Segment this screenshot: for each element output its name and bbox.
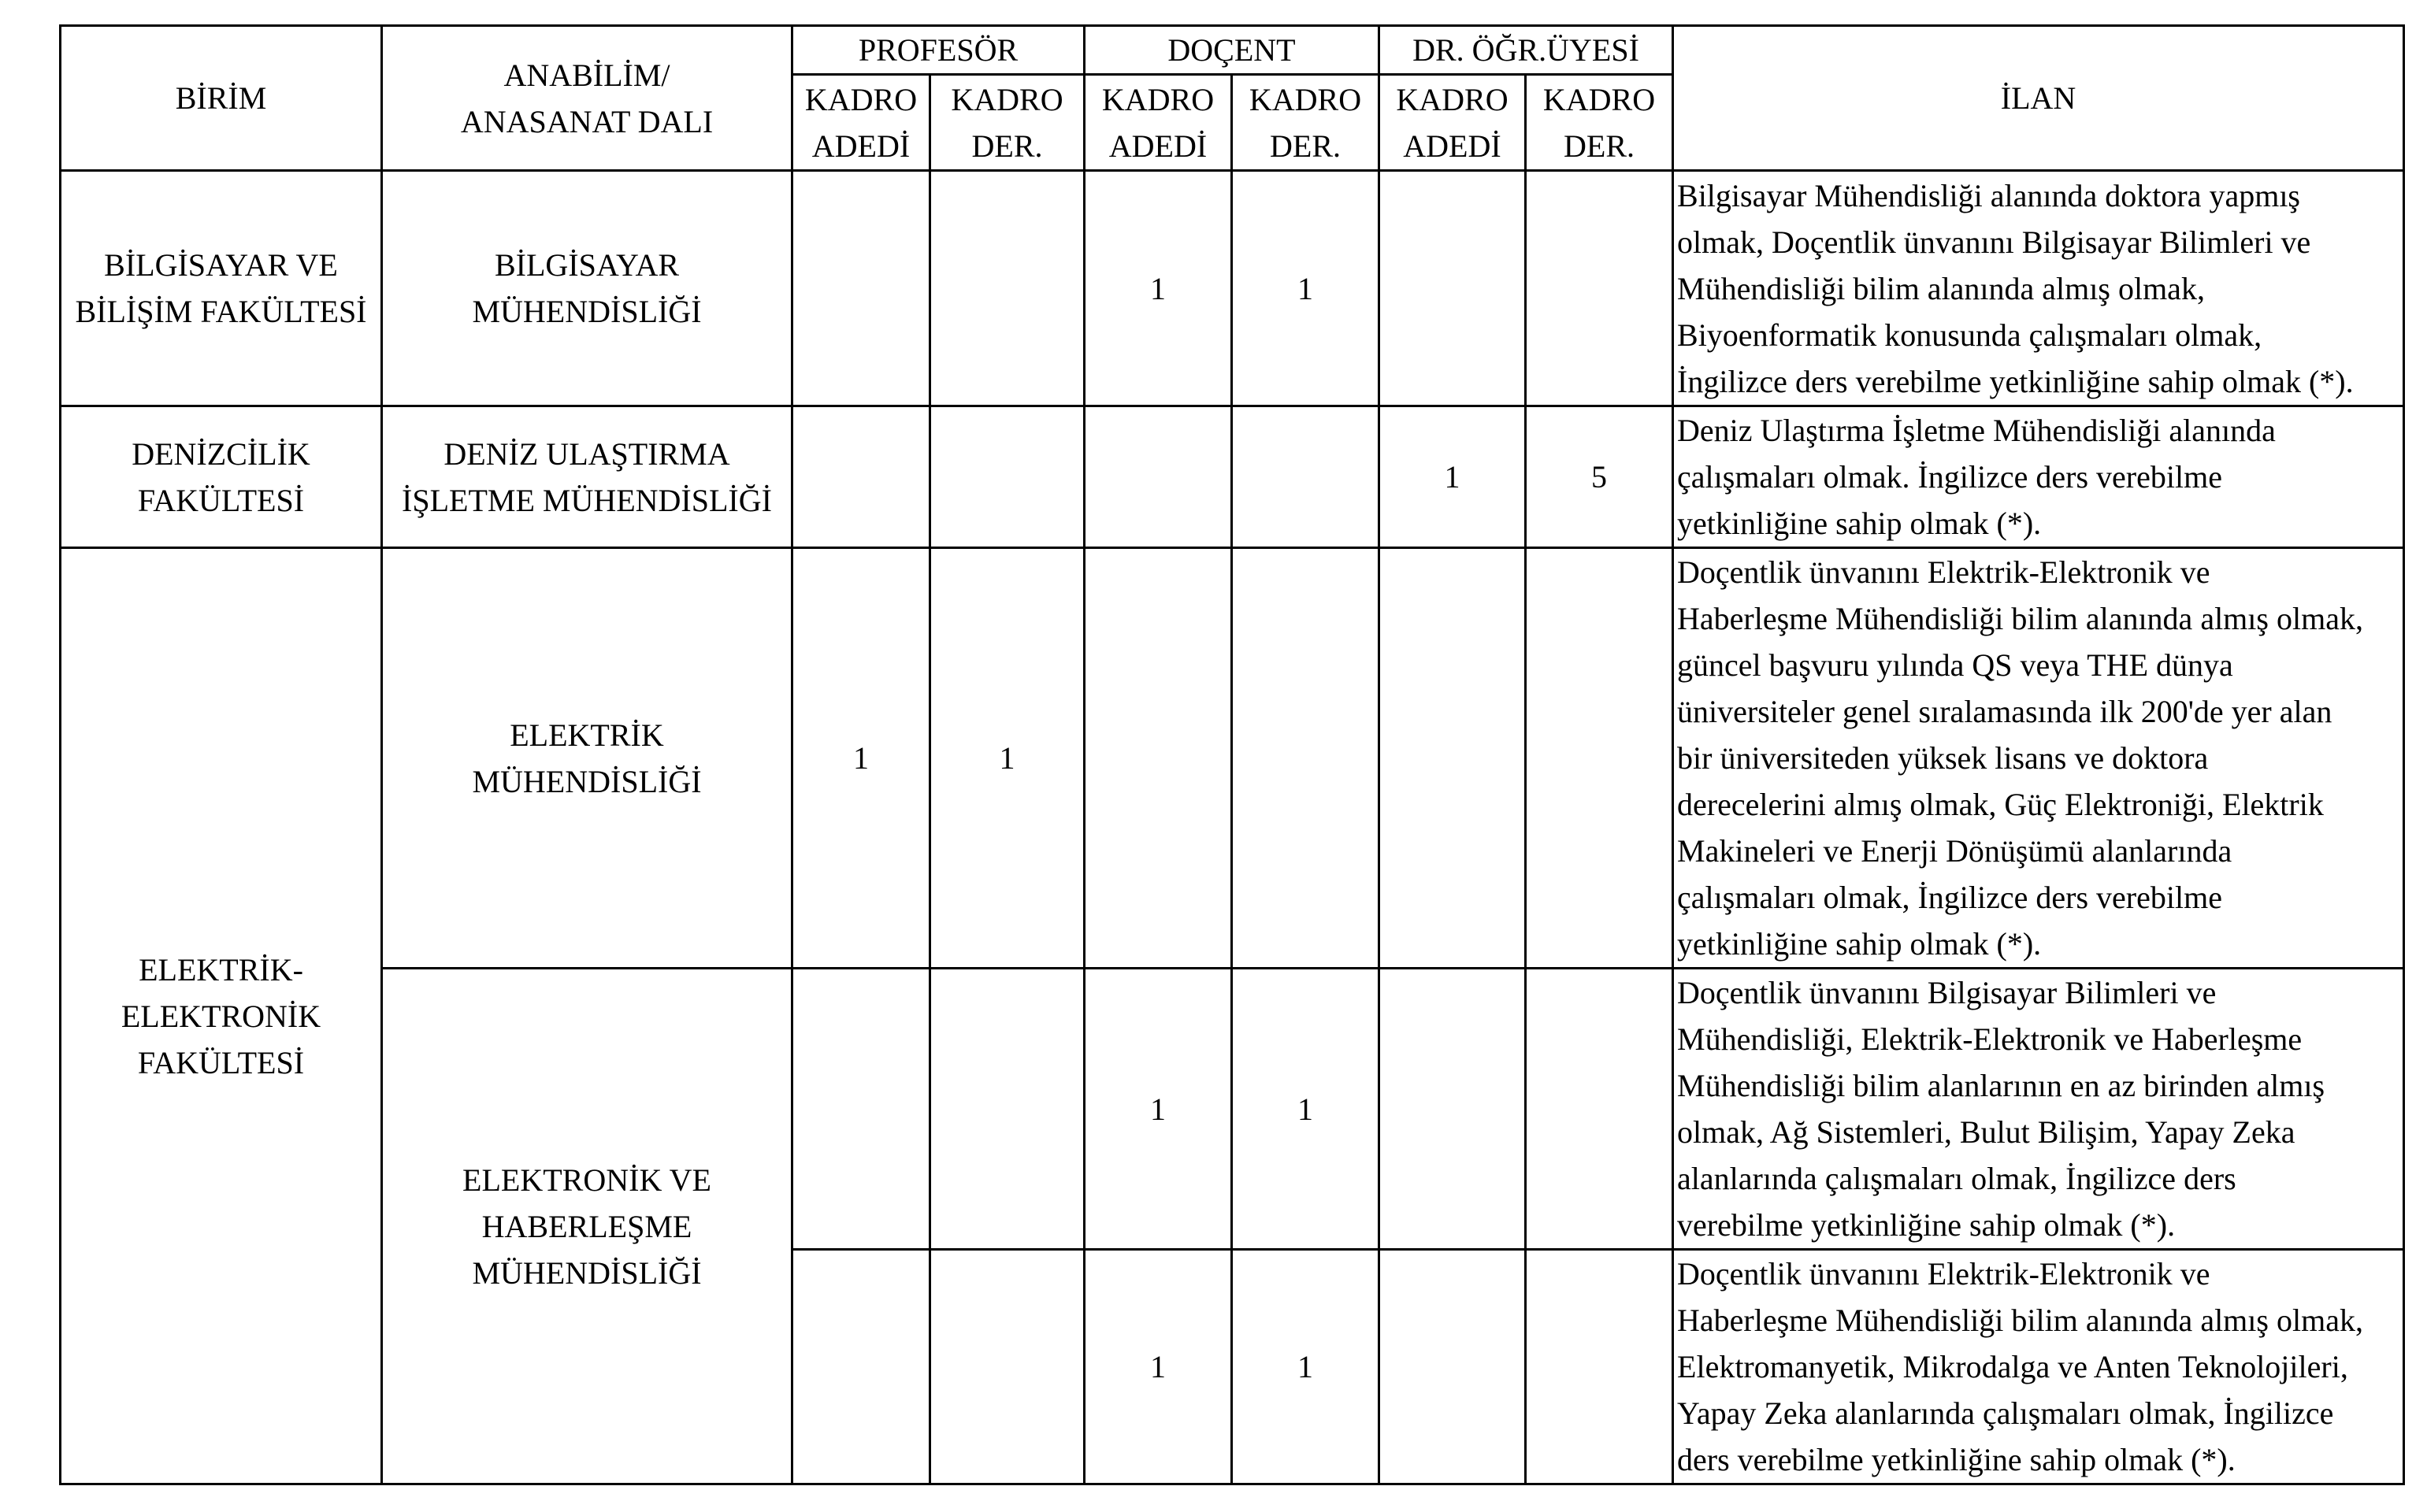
anabilim-dali-cell-line: ELEKTRONİK VE — [462, 1162, 711, 1198]
header-sub-line: KADRO — [1101, 81, 1215, 117]
birim-cell-line: FAKÜLTESİ — [137, 1044, 305, 1080]
header-anabilim-line: ANASANAT DALI — [460, 103, 714, 139]
kadro-value-cell — [792, 406, 930, 548]
ilan-cell-line: Biyoenformatik konusunda çalışmaları olmak, — [1677, 317, 2262, 353]
ilan-cell-line: Haberleşme Mühendisliği bilim alanında almış olmak, — [1677, 601, 2363, 636]
kadro-value-cell: 1 — [1085, 1250, 1232, 1484]
ilan-cell-line: ders verebilme yetkinliğine sahip olmak (*). — [1677, 1442, 2236, 1477]
table-row — [61, 969, 2404, 1250]
header-sub-line: KADRO — [951, 81, 1063, 117]
kadro-value-cell — [930, 1250, 1085, 1484]
ilan-cell-line: Yapay Zeka alanlarında çalışmaları olmak, İngilizce — [1677, 1395, 2334, 1431]
ilan-cell-line: Mühendisliği, Elektrik-Elektronik ve Haberleşme — [1677, 1021, 2303, 1057]
header-sub-line: KADRO — [1542, 81, 1656, 117]
header-kadro-der — [930, 75, 1085, 171]
ilan-cell-line: verebilme yetkinliğine sahip olmak (*). — [1677, 1207, 2176, 1243]
kadro-value-cell: 1 — [930, 548, 1085, 969]
birim-cell — [61, 171, 382, 406]
anabilim-dali-cell — [382, 548, 792, 969]
table-row — [61, 406, 2404, 548]
kadro-value-cell — [1526, 969, 1673, 1250]
ilan-cell-line: Doçentlik ünvanını Bilgisayar Bilimleri ve — [1677, 975, 2217, 1010]
ilan-cell-line: Doçentlik ünvanını Elektrik-Elektronik ve — [1677, 1256, 2210, 1292]
ilan-cell-line: çalışmaları olmak, İngilizce ders verebilme — [1677, 880, 2222, 915]
anabilim-dali-cell-line: BİLGİSAYAR — [494, 247, 680, 283]
kadro-value-cell — [1232, 548, 1379, 969]
anabilim-dali-cell — [382, 406, 792, 548]
header-sub-line: DER. — [1564, 128, 1635, 164]
ilan-cell-line: Makineleri ve Enerji Dönüşümü alanlarında — [1677, 833, 2232, 869]
kadro-value-cell — [930, 171, 1085, 406]
anabilim-dali-cell-line: HABERLEŞME — [481, 1208, 692, 1244]
anabilim-dali-cell — [382, 171, 792, 406]
header-sub-line: KADRO — [1249, 81, 1362, 117]
kadro-value-cell: 1 — [1232, 1250, 1379, 1484]
header-kadro-adedi — [1379, 75, 1526, 171]
ilan-cell-line: üniversiteler genel sıralamasında ilk 200'de yer alan — [1677, 694, 2332, 729]
anabilim-dali-cell — [382, 969, 792, 1484]
kadro-value-cell: 5 — [1526, 406, 1673, 548]
kadro-value-cell — [1085, 406, 1232, 548]
kadro-value-cell — [930, 969, 1085, 1250]
header-sub-line: KADRO — [804, 81, 918, 117]
kadro-value-cell — [792, 171, 930, 406]
header-anabilim — [382, 26, 792, 171]
ilan-cell-line: derecelerini almış olmak, Güç Elektroniği, Elektrik — [1677, 787, 2324, 822]
ilan-cell-line: olmak, Doçentlik ünvanını Bilgisayar Bilimleri ve — [1677, 224, 2311, 260]
ilan-cell-line: yetkinliğine sahip olmak (*). — [1677, 506, 2042, 541]
anabilim-dali-cell-line: İŞLETME MÜHENDİSLİĞİ — [402, 482, 772, 518]
ilan-cell-line: Deniz Ulaştırma İşletme Mühendisliği alanında — [1677, 413, 2276, 448]
header-dr-ogr-uyesi: DR. ÖĞR.ÜYESİ — [1379, 26, 1673, 75]
kadro-value-cell — [792, 1250, 930, 1484]
ilan-cell-line: çalışmaları olmak. İngilizce ders verebilme — [1677, 459, 2222, 495]
header-row-groups — [61, 26, 2404, 75]
ilan-cell-line: Doçentlik ünvanını Elektrik-Elektronik ve — [1677, 554, 2210, 590]
ilan-cell-line: Elektromanyetik, Mikrodalga ve Anten Teknolojileri, — [1677, 1349, 2348, 1384]
header-kadro-der — [1526, 75, 1673, 171]
ilan-cell-line: Mühendisliği bilim alanında almış olmak, — [1677, 270, 2205, 306]
anabilim-dali-cell-line: MÜHENDİSLİĞİ — [472, 1254, 702, 1291]
ilan-cell-line: İngilizce ders verebilme yetkinliğine sahip olmak (*). — [1677, 363, 2354, 399]
kadro-value-cell — [1379, 1250, 1526, 1484]
kadro-value-cell — [792, 969, 930, 1250]
kadro-value-cell: 1 — [1379, 406, 1526, 548]
kadro-value-cell: 1 — [1085, 969, 1232, 1250]
kadro-value-cell — [930, 406, 1085, 548]
birim-cell-line: ELEKTRONİK — [121, 998, 321, 1034]
header-sub-line: ADEDİ — [1108, 128, 1208, 164]
header-sub-line: DER. — [1270, 128, 1341, 164]
table-row — [61, 171, 2404, 406]
anabilim-dali-cell-line: ELEKTRİK — [510, 717, 664, 753]
kadro-value-cell — [1379, 548, 1526, 969]
ilan-cell — [1673, 171, 2404, 406]
header-kadro-adedi — [792, 75, 930, 171]
kadro-value-cell: 1 — [1085, 171, 1232, 406]
ilan-cell — [1673, 548, 2404, 969]
kadro-value-cell — [1379, 171, 1526, 406]
kadro-value-cell: 1 — [792, 548, 930, 969]
ilan-cell-line: güncel başvuru yılında QS veya THE dünya — [1677, 647, 2233, 683]
ilan-cell-line: bir üniversiteden yüksek lisans ve doktora — [1677, 740, 2209, 776]
header-profesor: PROFESÖR — [792, 26, 1085, 75]
ilan-cell-line: Mühendisliği bilim alanlarının en az birinden almış — [1677, 1068, 2325, 1103]
ilan-cell-line: yetkinliğine sahip olmak (*). — [1677, 926, 2042, 962]
birim-cell — [61, 548, 382, 1484]
birim-cell-line: ELEKTRİK- — [139, 951, 303, 988]
kadro-value-cell — [1526, 548, 1673, 969]
header-sub-line: DER. — [971, 128, 1043, 164]
kadro-value-cell — [1085, 548, 1232, 969]
ilan-cell-line: Bilgisayar Mühendisliği alanında doktora yapmış — [1677, 177, 2300, 213]
kadro-value-cell — [1526, 1250, 1673, 1484]
birim-cell-line: FAKÜLTESİ — [137, 482, 305, 518]
header-sub-line: ADEDİ — [1403, 128, 1501, 164]
birim-cell-line: DENİZCİLİK — [132, 435, 310, 472]
anabilim-dali-cell-line: MÜHENDİSLİĞİ — [472, 294, 702, 329]
birim-cell-line: BİLGİSAYAR VE — [104, 247, 338, 283]
kadro-value-cell — [1232, 406, 1379, 548]
header-anabilim-line: ANABİLİM/ — [503, 57, 670, 93]
ilan-cell-line: alanlarında çalışmaları olmak, İngilizce ders — [1677, 1161, 2236, 1196]
birim-cell-line: BİLİŞİM FAKÜLTESİ — [75, 294, 367, 329]
header-sub-line: KADRO — [1396, 81, 1509, 117]
anabilim-dali-cell-line: DENİZ ULAŞTIRMA — [443, 435, 730, 472]
kadro-value-cell: 1 — [1232, 171, 1379, 406]
kadro-value-cell — [1526, 171, 1673, 406]
anabilim-dali-cell-line: MÜHENDİSLİĞİ — [472, 763, 702, 799]
header-sub-line: ADEDİ — [811, 128, 911, 164]
kadro-value-cell — [1379, 969, 1526, 1250]
header-kadro-der — [1232, 75, 1379, 171]
ilan-cell — [1673, 406, 2404, 548]
table-row — [61, 548, 2404, 969]
header-docent: DOÇENT — [1085, 26, 1379, 75]
header-birim: BİRİM — [61, 26, 382, 171]
ilan-cell-line: olmak, Ağ Sistemleri, Bulut Bilişim, Yapay Zeka — [1677, 1114, 2295, 1150]
ilan-cell — [1673, 1250, 2404, 1484]
kadro-value-cell: 1 — [1232, 969, 1379, 1250]
header-kadro-adedi — [1085, 75, 1232, 171]
birim-cell — [61, 406, 382, 548]
kadro-ilan-table — [59, 24, 2405, 1485]
ilan-cell — [1673, 969, 2404, 1250]
header-ilan: İLAN — [1673, 26, 2404, 171]
ilan-cell-line: Haberleşme Mühendisliği bilim alanında almış olmak, — [1677, 1303, 2363, 1338]
